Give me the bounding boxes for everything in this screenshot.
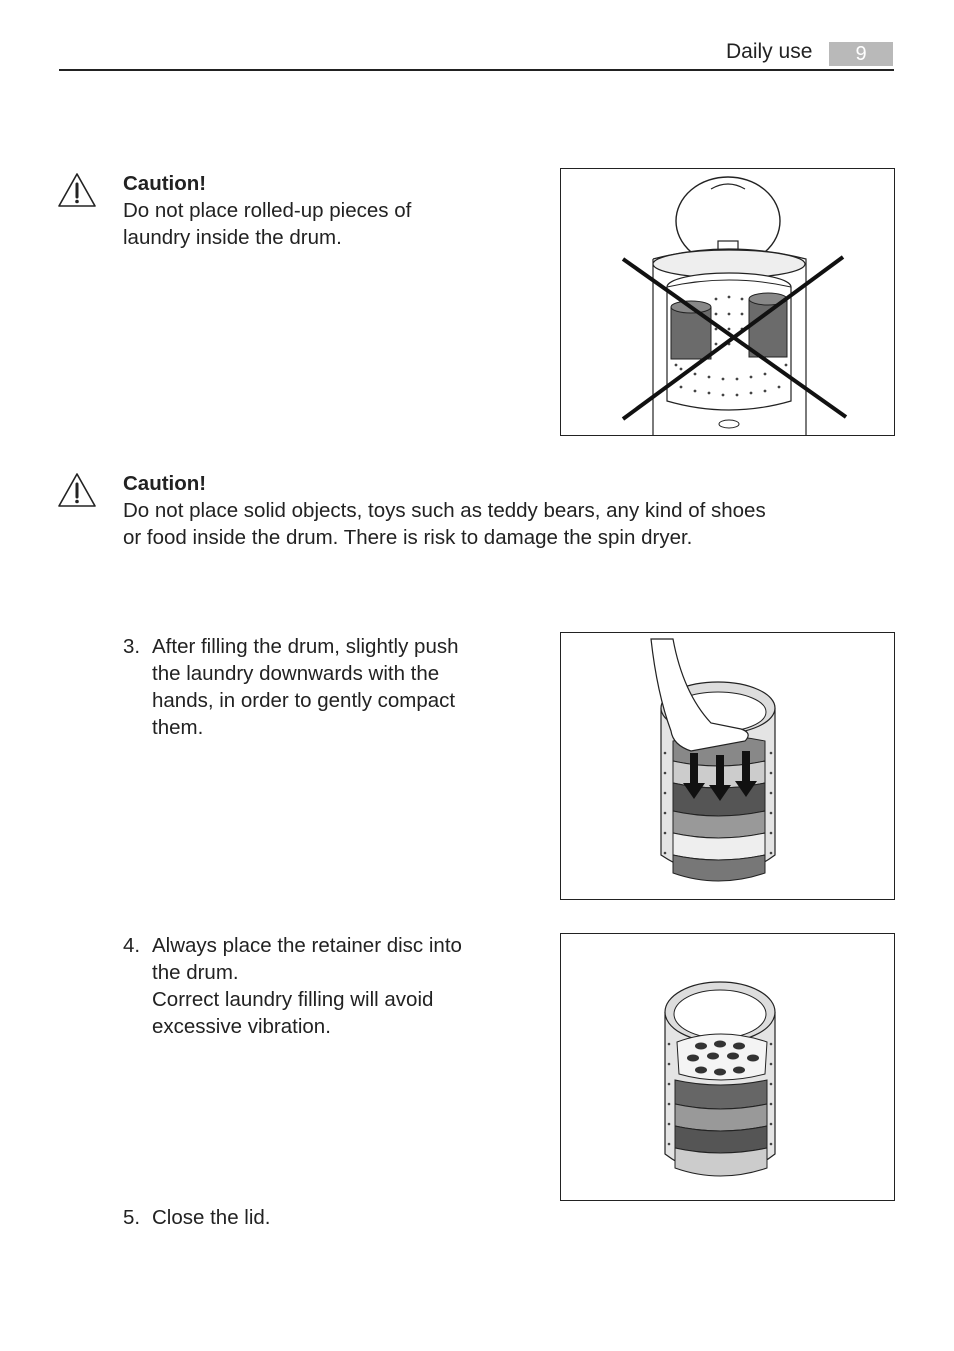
- warning-triangle-icon: [57, 472, 97, 508]
- figure-rolled-laundry-prohibited: [560, 168, 895, 436]
- step-text-line: excessive vibration.: [152, 1015, 331, 1038]
- caution-text-line: Do not place rolled-up pieces of: [123, 199, 412, 222]
- drum-hand-push-illustration: [561, 633, 894, 899]
- step-number: 5.: [123, 1206, 141, 1229]
- step-number: 4.: [123, 934, 141, 957]
- caution-block-1: [123, 170, 411, 251]
- step-number: 3.: [123, 635, 141, 658]
- caution-block-2: [123, 470, 766, 551]
- step-text-line: the drum.: [152, 961, 239, 984]
- figure-retainer-disc: [560, 933, 895, 1201]
- header-rule: [59, 69, 894, 71]
- step-text-line: the laundry downwards with the: [152, 662, 440, 685]
- caution-title: Caution!: [123, 472, 207, 495]
- caution-text-line: Do not place solid objects, toys such as teddy bears, any kind of shoes: [123, 499, 766, 522]
- step-text-line: After filling the drum, slightly push: [152, 635, 459, 658]
- step-text-line: hands, in order to gently compact: [152, 689, 456, 712]
- figure-compact-laundry: [560, 632, 895, 900]
- caution-title: Caution!: [123, 172, 207, 195]
- page-number: 9: [829, 42, 893, 66]
- step-text-line: Always place the retainer disc into: [152, 934, 462, 957]
- step-text-line: them.: [152, 716, 204, 739]
- spin-dryer-crossed-illustration: [561, 169, 894, 435]
- section-title: Daily use: [726, 40, 813, 63]
- drum-retainer-disc-illustration: [561, 934, 894, 1200]
- step-text-line: Correct laundry filling will avoid: [152, 988, 434, 1011]
- step-text-line: Close the lid.: [152, 1206, 271, 1229]
- caution-text-line: or food inside the drum. There is risk to damage the spin dryer.: [123, 526, 693, 549]
- warning-triangle-icon: [57, 172, 97, 208]
- caution-text-line: laundry inside the drum.: [123, 226, 342, 249]
